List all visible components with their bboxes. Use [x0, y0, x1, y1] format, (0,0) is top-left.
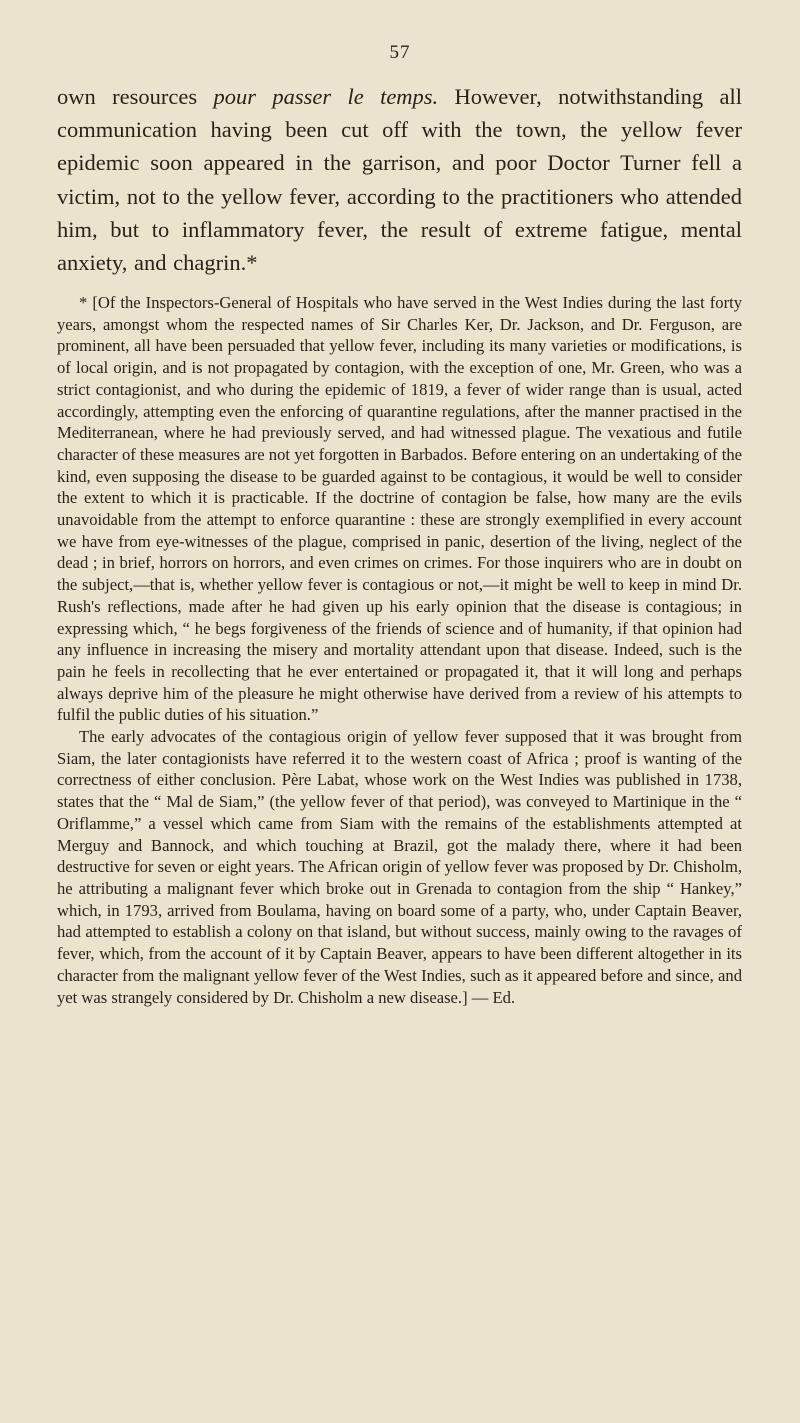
- italic-phrase: pour passer le temps.: [213, 84, 439, 109]
- main-text-body: However, notwithstanding all communication having been cut off with the town, the yellow fever epidemic soon appeared in the garrison, and poor Doctor Turner fell a victim, not to the yellow fever, according to the practitioners who attended him, but to inflammatory fever, the result of extreme fatigue, mental anxiety, and chagrin.*: [57, 84, 742, 276]
- footnote-paragraph-2: The early advocates of the contagious origin of yellow fever supposed that it was brought from Siam, the later contagionists have referred it to the western coast of Africa ; proof is wanting of the correctness of either conclusion. Père Labat, whose work on the West Indies was published in 1738, states that the “ Mal de Siam,” (the yellow fever of that period), was conveyed to Martinique in the “ Oriflamme,” a vessel which came from Siam with the remains of the establishments attempted at Merguy and Bannock, and which touching at Brazil, got the malady there, where it had been destructive for seven or eight years. The African origin of yellow fever was proposed by Dr. Chisholm, he attributing a malignant fever which broke out in Grenada to contagion from the ship “ Hankey,” which, in 1793, arrived from Boulama, having on board some of a party, who, under Captain Beaver, had attempted to establish a colony on that island, but without success, mainly owing to the ravages of fever, which, from the account of it by Captain Beaver, appears to have been different altogether in its character from the malignant yellow fever of the West Indies, such as it appeared before and since, and yet was strangely considered by Dr. Chisholm a new disease.] — Ed.: [57, 727, 742, 1007]
- main-text-paragraph: [57, 80, 742, 279]
- page-number: 57: [389, 42, 411, 63]
- footnote-paragraph-1: * [Of the Inspectors-General of Hospitals who have served in the West Indies during the last forty years, amongst whom the respected names of Sir Charles Ker, Dr. Jackson, and Dr. Ferguson, are prominent, all have been persuaded that yellow fever, including its many varieties or modifications, is of local origin, and is not propagated by contagion, with the exception of one, Mr. Green, who was a strict contagionist, and who during the epidemic of 1819, a fever of wider range than is usual, acted accordingly, attempting even the enforcing of quarantine regulations, after the manner practised in the Mediterranean, where he had previously served, and had witnessed plague. The vexatious and futile character of these measures are not yet forgotten in Barbados. Before entering on an undertaking of the kind, even supposing the disease to be guarded against to be contagious, it would be well to consider the extent to which it is practicable. If the doctrine of contagion be false, how many are the evils unavoidable from the attempt to enforce quarantine : these are strongly exemplified in every account we have from eye-witnesses of the plague, comprised in panic, desertion of the living, neglect of the dead ; in brief, horrors on horrors, and even crimes on crimes. For those inquirers who are in doubt on the subject,—that is, whether yellow fever is contagious or not,—it might be well to keep in mind Dr. Rush's reflections, made after he had given up his early opinion that the disease is contagious; in expressing which, “ he begs forgiveness of the friends of science and of humanity, if that opinion had any influence in increasing the misery and mortality attendant upon that disease. Indeed, such is the pain he feels in recollecting that he ever entertained or propagated it, that it will long and perhaps always deprive him of the pleasure he might otherwise have derived from a review of his attempts to fulfil the public duties of his situation.”: [57, 293, 742, 725]
- footnote: [57, 292, 742, 1008]
- main-text-lead: own resources: [57, 84, 214, 109]
